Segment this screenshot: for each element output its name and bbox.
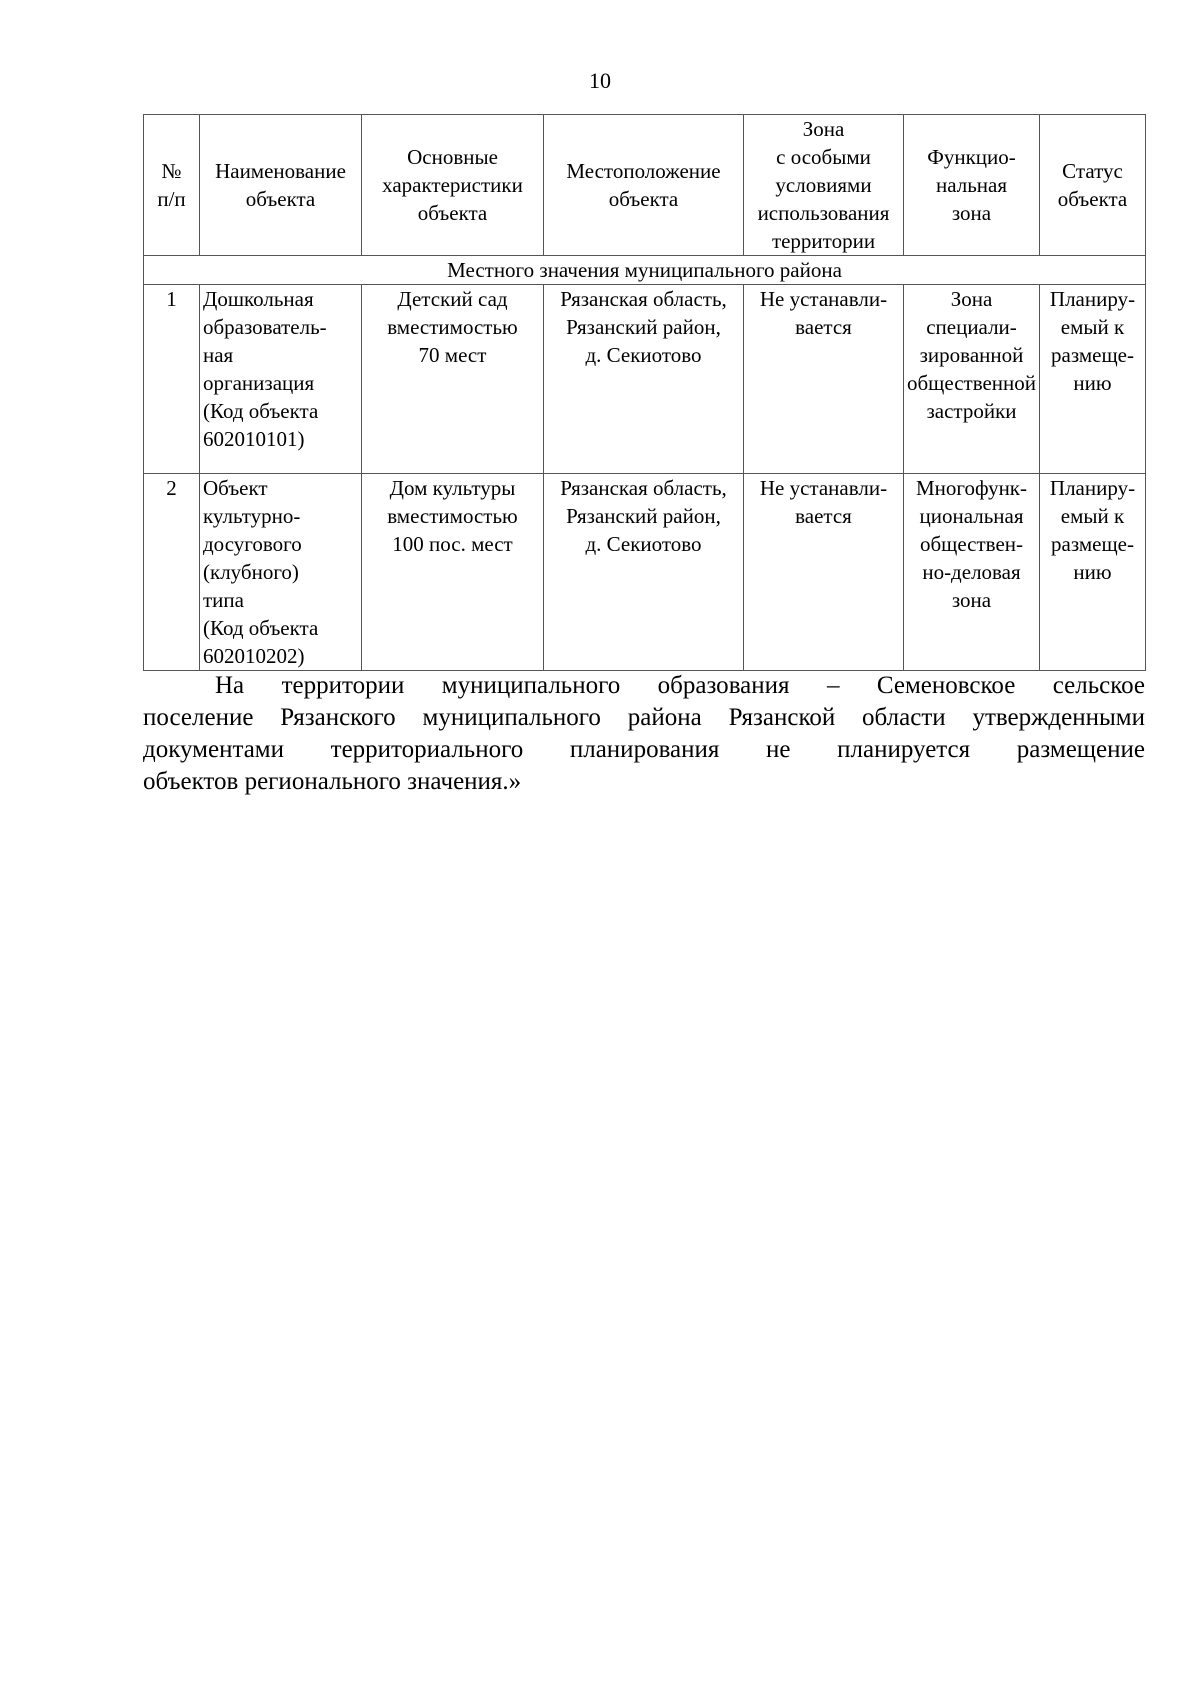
cell-text-line: Не устанавли- bbox=[759, 476, 888, 500]
cell-text-line: но-деловая bbox=[922, 560, 1021, 584]
cell-text-line: (Код объекта bbox=[203, 399, 319, 423]
cell-text-line: емый к bbox=[1060, 315, 1125, 339]
cell-text-line: 100 пос. мест bbox=[392, 532, 513, 556]
cell-text-line: Не устанавли- bbox=[759, 287, 888, 311]
object-functional-zone bbox=[904, 285, 1040, 474]
cell-text-line: Рязанский район, bbox=[566, 315, 721, 339]
paragraph-line: поселение Рязанского муниципального района Рязанской области утвержденными bbox=[143, 704, 1145, 731]
cell-text-line: нальная bbox=[935, 173, 1008, 197]
cell-text-line: (Код объекта bbox=[203, 616, 319, 640]
cell-text-line: Основные bbox=[407, 145, 498, 169]
cell-text-line: зированной bbox=[919, 343, 1024, 367]
cell-text-line: организация bbox=[203, 371, 315, 395]
table-header-row bbox=[144, 115, 1146, 256]
cell-text-line: циональная bbox=[919, 504, 1024, 528]
cell-text-line: культурно- bbox=[203, 504, 301, 528]
cell-text-line: зона bbox=[951, 588, 992, 612]
paragraph-line: документами территориального планирования не планируется размещение bbox=[143, 736, 1145, 763]
object-characteristics bbox=[362, 285, 544, 474]
object-status bbox=[1040, 285, 1146, 474]
cell-text-line: Дом культуры bbox=[389, 476, 516, 500]
cell-text-line: досугового bbox=[203, 532, 302, 556]
object-name bbox=[200, 285, 362, 474]
cell-text-line: вается bbox=[795, 315, 852, 339]
cell-text-line: объекта bbox=[245, 187, 316, 211]
cell-text-line: Объект bbox=[203, 476, 268, 500]
object-functional-zone bbox=[904, 474, 1040, 671]
header-name bbox=[200, 115, 362, 256]
cell-text-line: (клубного) bbox=[203, 560, 299, 584]
header-characteristics bbox=[362, 115, 544, 256]
cell-text-line: размеще- bbox=[1051, 532, 1134, 556]
body-paragraph bbox=[143, 670, 1145, 798]
cell-text-line: емый к bbox=[1060, 504, 1125, 528]
cell-text-line: 602010202) bbox=[203, 644, 305, 668]
section-row bbox=[144, 256, 1146, 285]
cell-text-line: вместимостью bbox=[387, 315, 518, 339]
cell-text-line: Дошкольная bbox=[203, 287, 314, 311]
cell-text-line: образователь- bbox=[203, 315, 327, 339]
cell-text-line: Рязанская область, bbox=[560, 476, 727, 500]
object-location bbox=[544, 285, 744, 474]
paragraph-line: объектов регионального значения.» bbox=[143, 768, 522, 795]
cell-text-line: объекта bbox=[1057, 187, 1128, 211]
cell-text-line: характеристики bbox=[382, 173, 523, 197]
cell-text-line: ная bbox=[203, 343, 234, 367]
paragraph-line: На территории муниципального образования – Семеновское сельское bbox=[215, 672, 1145, 699]
cell-text-line: специали- bbox=[926, 315, 1017, 339]
cell-text-line: общественной bbox=[907, 371, 1037, 395]
cell-text-line: территории bbox=[771, 229, 876, 253]
cell-text-line: п/п bbox=[157, 187, 186, 211]
cell-text-line: вместимостью bbox=[387, 504, 518, 528]
cell-text-line: д. Секиотово bbox=[585, 343, 702, 367]
cell-text-line: нию bbox=[1073, 371, 1112, 395]
section-title: Местного значения муниципального района bbox=[144, 256, 1146, 285]
cell-text-line: 70 мест bbox=[418, 343, 487, 367]
cell-text-line: Рязанский район, bbox=[566, 504, 721, 528]
object-characteristics bbox=[362, 474, 544, 671]
header-functional-zone bbox=[904, 115, 1040, 256]
row-number: 1 bbox=[144, 285, 200, 474]
cell-text-line: Планиру- bbox=[1049, 476, 1136, 500]
cell-text-line: использования bbox=[757, 201, 890, 225]
cell-text-line: застройки bbox=[926, 399, 1017, 423]
cell-text-line: № bbox=[161, 159, 182, 183]
cell-text-line: Функцио- bbox=[927, 145, 1016, 169]
cell-text-line: с особыми bbox=[776, 145, 871, 169]
cell-text-line: условиями bbox=[775, 173, 872, 197]
objects-table bbox=[143, 114, 1146, 671]
header-location bbox=[544, 115, 744, 256]
object-location bbox=[544, 474, 744, 671]
page-number: 10 bbox=[589, 68, 611, 93]
object-name bbox=[200, 474, 362, 671]
cell-text-line: 602010101) bbox=[203, 427, 305, 451]
cell-text-line: обществен- bbox=[919, 532, 1024, 556]
cell-text-line: типа bbox=[203, 588, 244, 612]
table-row bbox=[144, 285, 1146, 474]
cell-text-line: Местоположение bbox=[566, 159, 721, 183]
cell-text-line: Наименование bbox=[215, 159, 346, 183]
cell-text-line: Детский сад bbox=[397, 287, 508, 311]
cell-text-line: размеще- bbox=[1051, 343, 1134, 367]
header-special-zone bbox=[744, 115, 904, 256]
object-special-zone bbox=[744, 474, 904, 671]
cell-text-line: объекта bbox=[608, 187, 679, 211]
cell-text-line: Зона bbox=[950, 287, 993, 311]
row-number: 2 bbox=[144, 474, 200, 671]
cell-text-line: Статус bbox=[1062, 159, 1123, 183]
cell-text-line: нию bbox=[1073, 560, 1112, 584]
cell-text-line: Рязанская область, bbox=[560, 287, 727, 311]
cell-text-line: Планиру- bbox=[1049, 287, 1136, 311]
object-status bbox=[1040, 474, 1146, 671]
cell-text-line: зона bbox=[951, 201, 992, 225]
table-row bbox=[144, 474, 1146, 671]
cell-text-line: Зона bbox=[802, 117, 845, 141]
cell-text-line: Многофунк- bbox=[915, 476, 1028, 500]
header-status bbox=[1040, 115, 1146, 256]
cell-text-line: вается bbox=[795, 504, 852, 528]
header-number bbox=[144, 115, 200, 256]
object-special-zone bbox=[744, 285, 904, 474]
cell-text-line: д. Секиотово bbox=[585, 532, 702, 556]
cell-text-line: объекта bbox=[417, 201, 488, 225]
